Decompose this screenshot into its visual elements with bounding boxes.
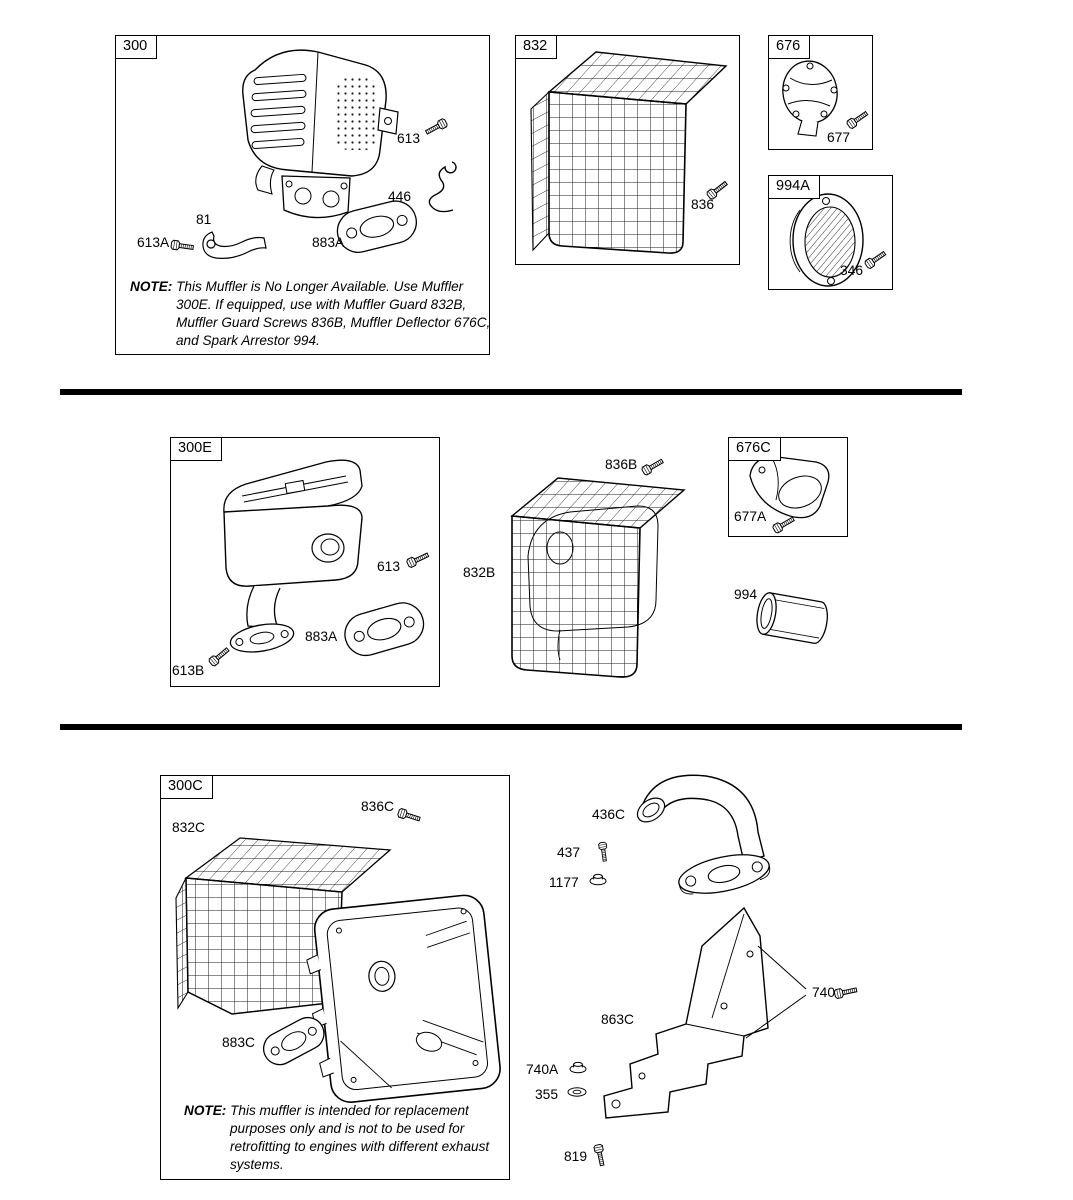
part-label-613-s2: 613: [377, 559, 401, 574]
exhaust-elbow-436C-drawing: [633, 775, 773, 900]
note-300-body: This Muffler is No Longer Available. Use Muffler 300E. If equipped, use with Muffler Guard 832B, Muffler Guard Screws 836B, Muffler Deflector 676C, and Spark Arrestor 994.: [176, 279, 491, 348]
nut-1177-icon: [590, 874, 606, 884]
locknut-355-icon: [568, 1088, 586, 1096]
part-label-81: 81: [196, 212, 212, 227]
spark-arrestor-994-drawing: [754, 591, 830, 645]
group-box-832: [515, 35, 740, 265]
group-title-300: 300: [116, 36, 157, 59]
muffler-guard-832B-drawing: [512, 478, 684, 677]
part-label-740: 740: [812, 985, 836, 1000]
part-label-613B: 613B: [172, 663, 205, 678]
note-300: [130, 278, 492, 350]
group-title-300C: 300C: [161, 776, 213, 799]
screw-740-icon: [834, 985, 857, 998]
group-title-994A: 994A: [769, 176, 820, 199]
note-300-head: NOTE:: [130, 279, 173, 294]
part-label-883A-s2: 883A: [305, 629, 338, 644]
group-box-300C: [160, 775, 510, 1180]
part-label-836B: 836B: [605, 457, 638, 472]
group-title-676C: 676C: [729, 438, 781, 461]
screw-437-icon: [598, 842, 608, 862]
part-label-863C: 863C: [601, 1012, 634, 1027]
part-label-677: 677: [827, 130, 851, 145]
part-label-1177: 1177: [549, 875, 579, 890]
part-label-613A: 613A: [137, 235, 170, 250]
part-label-832C: 832C: [172, 820, 205, 835]
part-label-355: 355: [535, 1087, 559, 1102]
part-label-836: 836: [691, 197, 715, 212]
part-label-883A: 883A: [312, 235, 345, 250]
group-title-676: 676: [769, 36, 810, 59]
note-300C-head: NOTE:: [184, 1103, 227, 1118]
part-label-994: 994: [734, 587, 758, 602]
part-label-346: 346: [840, 263, 864, 278]
part-label-819: 819: [564, 1149, 588, 1164]
part-label-446: 446: [388, 189, 412, 204]
part-label-836C: 836C: [361, 799, 394, 814]
part-label-832B: 832B: [463, 565, 496, 580]
group-title-300E: 300E: [171, 438, 222, 461]
group-title-832: 832: [516, 36, 557, 59]
part-label-883C: 883C: [222, 1035, 255, 1050]
section-divider-2: [60, 724, 962, 730]
nut-740A-icon: [570, 1062, 586, 1072]
group-box-676: [768, 35, 873, 150]
part-label-437: 437: [557, 845, 581, 860]
group-box-994A: [768, 175, 893, 290]
note-300C: [184, 1102, 506, 1174]
group-box-300: [115, 35, 490, 355]
part-label-740A: 740A: [526, 1062, 559, 1077]
screw-819-icon: [594, 1144, 607, 1166]
screw-836B-icon: [641, 457, 665, 476]
note-300C-body: This muffler is intended for replacement purposes only and is not to be used for retrofitting to engines with different exhaust systems.: [230, 1103, 490, 1172]
part-label-436C: 436C: [592, 807, 625, 822]
section-divider-1: [60, 389, 962, 395]
part-label-677A: 677A: [734, 509, 767, 524]
part-label-613: 613: [397, 131, 421, 146]
